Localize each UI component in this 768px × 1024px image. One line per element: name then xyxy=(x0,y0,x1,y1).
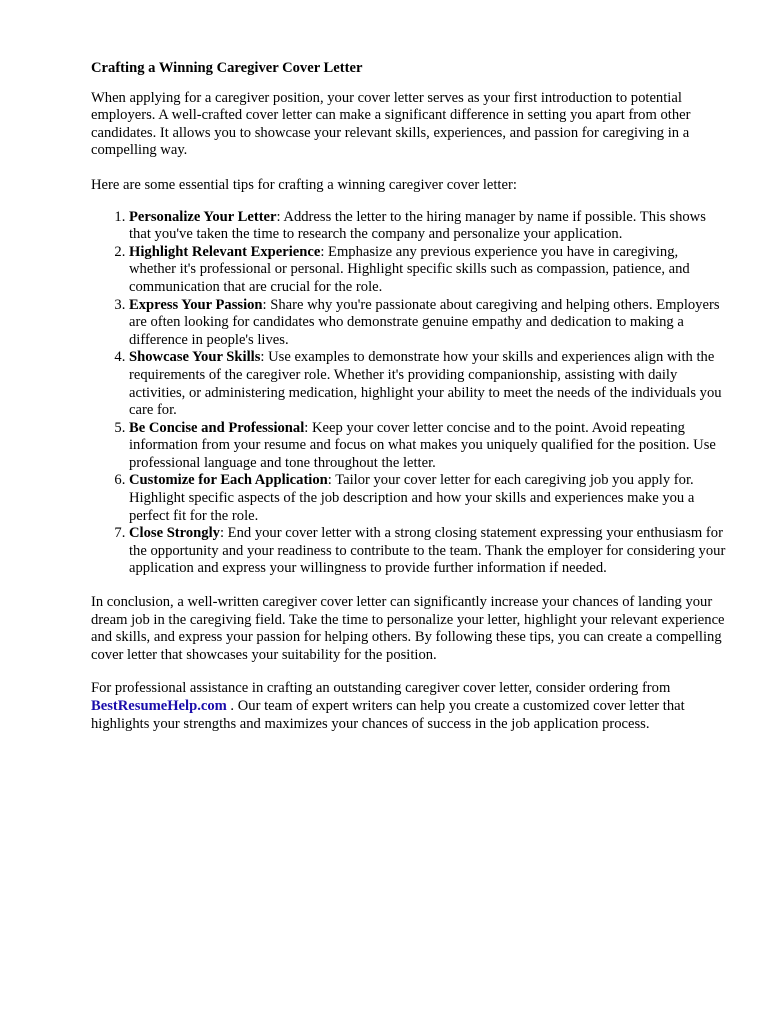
tip-text: Emphasize any previous experience you have in caregiving, whether it's professional or personal. Highlight specific skills such as compassion, patience, and communication that are crucial for the role. xyxy=(129,243,690,295)
tip-item xyxy=(129,244,728,297)
bestresumehelp-link[interactable]: BestResumeHelp.com xyxy=(91,698,227,714)
tip-separator: : xyxy=(260,349,265,366)
tip-title: Customize for Each Application xyxy=(129,472,328,489)
tip-separator: : xyxy=(327,472,332,489)
tip-title: Close Strongly xyxy=(129,525,220,542)
tip-title: Be Concise and Professional xyxy=(129,419,305,436)
intro-paragraph: When applying for a caregiver position, your cover letter serves as your first introduction to potential employers. A well-crafted cover letter can make a significant difference in setting you apart from other candidates. It allows you to showcase your relevant skills, experiences, and passion for caregiving in a compelling way. xyxy=(91,89,691,159)
tip-text: Share why you're passionate about caregiving and helping others. Employers are often looking for candidates who demonstrate genuine empathy and dedication to making a difference in people's lives. xyxy=(129,296,720,348)
tip-title: Showcase Your Skills xyxy=(129,349,261,366)
tip-text: End your cover letter with a strong closing statement expressing your enthusiasm for the opportunity and your readiness to contribute to the team. Thank the employer for considering your application and express your willingness to provide further information if needed. xyxy=(129,525,726,577)
tip-separator: : xyxy=(219,525,225,542)
tips-list xyxy=(91,209,728,578)
tip-title: Highlight Relevant Experience xyxy=(129,243,321,260)
cta-paragraph xyxy=(91,680,728,733)
conclusion-paragraph: In conclusion, a well-written caregiver cover letter can significantly increase your chances of landing your dream job in the caregiving field. Take the time to personalize your letter, highlight your relevant experience and skills, and express your passion for helping others. By following these tips, you can create a compelling cover letter that showcases your suitability for the position. xyxy=(91,594,725,663)
tip-separator: : xyxy=(304,419,309,436)
tip-text: Use examples to demonstrate how your skills and experiences align with the requirements of the caregiver role. Whether it's providing companionship, assisting with daily activities, or administering medication, highlight your ability to meet the needs of the individuals you care for. xyxy=(129,349,722,419)
tip-title: Personalize Your Letter xyxy=(129,208,277,225)
tip-text: Keep your cover letter concise and to the point. Avoid repeating information from your resume and focus on what makes you uniquely qualified for the position. Use professional language and tone throughout the letter. xyxy=(129,419,716,471)
tip-item xyxy=(129,420,728,473)
tip-item xyxy=(129,209,728,244)
tips-lead-paragraph: Here are some essential tips for crafting a winning caregiver cover letter: xyxy=(91,176,517,193)
tip-item xyxy=(129,472,728,525)
cta-text-after: . Our team of expert writers can help you create a customized cover letter that highlights your strengths and maximizes your chances of success in the job application process. xyxy=(91,698,685,732)
tip-item xyxy=(129,525,728,578)
tip-separator: : xyxy=(262,296,267,313)
tip-separator: : xyxy=(276,208,281,225)
cta-text-before: For professional assistance in crafting an outstanding caregiver cover letter, consider ordering from xyxy=(91,680,671,697)
tip-item xyxy=(129,349,728,419)
tip-text: Address the letter to the hiring manager by name if possible. This shows that you've taken the time to research the company and personalize your application. xyxy=(129,208,706,243)
tip-separator: : xyxy=(320,243,325,260)
tip-item xyxy=(129,297,728,350)
tip-title: Express Your Passion xyxy=(129,296,263,313)
document-title: Crafting a Winning Caregiver Cover Letter xyxy=(91,60,363,76)
tip-text: Tailor your cover letter for each caregiving job you apply for. Highlight specific aspects of the job description and how your skills and experiences make you a perfect fit for the role. xyxy=(129,472,695,524)
